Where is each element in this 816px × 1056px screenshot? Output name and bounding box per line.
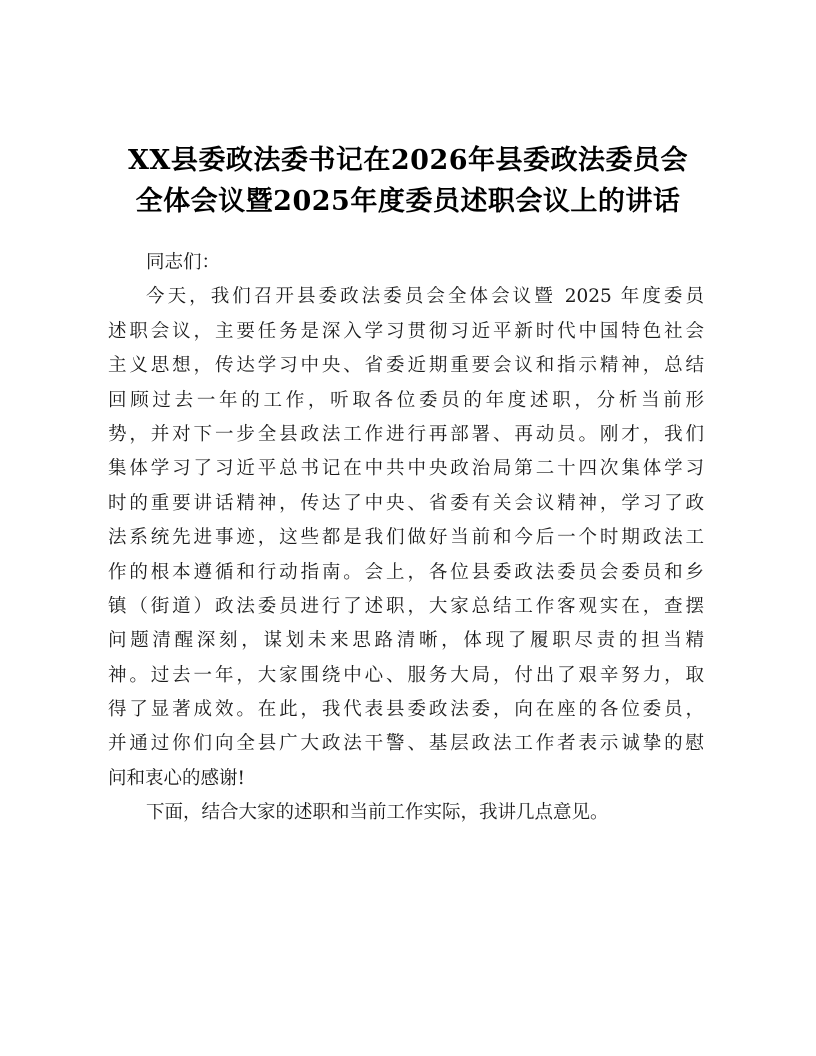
paragraph-1-line: 并通过你们向全县广大政法干警、基层政法工作者表示诚挚的慰 (108, 733, 704, 755)
paragraph-1-line: 时的重要讲话精神，传达了中央、省委有关会议精神，学习了政 (108, 492, 704, 514)
paragraph-1-line: 得了显著成效。在此，我代表县委政法委，向在座的各位委员， (108, 699, 704, 721)
document-body (108, 246, 704, 831)
paragraph-1-line: 势，并对下一步全县政法工作进行再部署、再动员。刚才，我们 (108, 423, 704, 445)
paragraph-1-line: 神。过去一年，大家围绕中心、服务大局，付出了艰辛努力，取 (108, 664, 704, 686)
document-title (60, 140, 756, 222)
title-line-2: 全体会议暨2025年度委员述职会议上的讲话 (135, 186, 681, 217)
salutation: 同志们： (146, 252, 221, 273)
paragraph-1-line: 法系统先进事迹，这些都是我们做好当前和今后一个时期政法工 (108, 527, 704, 549)
paragraph-1-line: 述职会议，主要任务是深入学习贯彻习近平新时代中国特色社会 (108, 320, 704, 342)
title-line-1: XX县委政法委书记在2026年县委政法委员会 (127, 145, 689, 176)
paragraph-2: 下面，结合大家的述职和当前工作实际，我讲几点意见。 (146, 802, 609, 824)
paragraph-1-line: 镇（街道）政法委员进行了述职，大家总结工作客观实在，查摆 (108, 595, 704, 617)
paragraph-1-line: 问题清醒深刻，谋划未来思路清晰，体现了履职尽责的担当精 (108, 630, 704, 652)
paragraph-1-line: 回顾过去一年的工作，听取各位委员的年度述职，分析当前形 (108, 389, 704, 411)
paragraph-1-line: 问和衷心的感谢! (108, 767, 245, 789)
paragraph-1 (108, 280, 704, 796)
paragraph-1-line: 主义思想，传达学习中央、省委近期重要会议和指示精神，总结 (108, 355, 704, 377)
paragraph-1-line: 集体学习了习近平总书记在中共中央政治局第二十四次集体学习 (108, 458, 704, 480)
paragraph-1-line: 作的根本遵循和行动指南。会上，各位县委政法委员会委员和乡 (108, 561, 704, 583)
paragraph-1-line: 今天，我们召开县委政法委员会全体会议暨 2025 年度委员 (146, 286, 704, 308)
